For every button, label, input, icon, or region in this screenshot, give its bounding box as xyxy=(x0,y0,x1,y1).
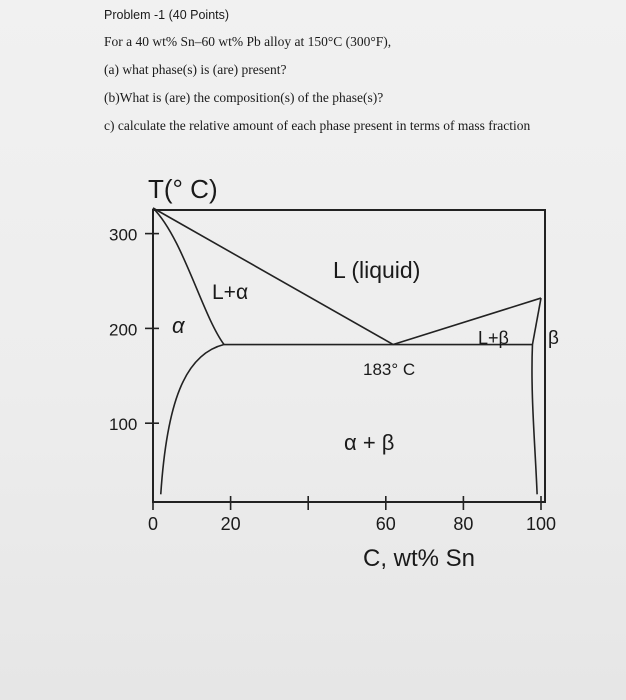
x-tick-label-20: 20 xyxy=(220,514,241,534)
beta-solvus-curve xyxy=(532,345,537,495)
question-c: c) calculate the relative amount of each phase present in terms of mass fraction xyxy=(104,118,531,133)
x-tick-label-80: 80 xyxy=(453,514,474,534)
alpha-solvus-curve xyxy=(161,345,224,495)
region-label-alpha: α xyxy=(172,313,185,338)
region-label-l-beta: L+β xyxy=(478,328,509,348)
x-tick-label-60: 60 xyxy=(375,514,396,534)
region-label-liquid: L (liquid) xyxy=(333,257,421,283)
problem-text: For a 40 wt% Sn–60 wt% Pb alloy at 150°C (300°F), xyxy=(104,34,392,49)
x-axis-title: C, wt% Sn xyxy=(363,545,476,572)
x-tick-label-100: 100 xyxy=(526,514,557,534)
eutectic-temperature-label: 183° C xyxy=(363,360,416,379)
y-tick-label-300: 300 xyxy=(109,225,138,245)
problem-heading: Problem -1 (40 Points) xyxy=(104,8,230,22)
x-tick-label-0: 0 xyxy=(148,514,159,534)
region-label-l-alpha: L+α xyxy=(212,281,249,304)
liquidus-right-line xyxy=(393,298,541,344)
question-a: (a) what phase(s) is (are) present? xyxy=(104,62,287,77)
y-tick-label-200: 200 xyxy=(109,320,138,340)
region-label-alpha-beta: α + β xyxy=(344,430,395,455)
solidus-beta-line xyxy=(532,298,541,344)
plot-frame xyxy=(153,210,545,502)
question-b: (b)What is (are) the composition(s) of the phase(s)? xyxy=(104,90,384,105)
y-tick-label-100: 100 xyxy=(109,415,138,435)
y-axis-title: T(° C) xyxy=(148,174,218,204)
region-label-beta: β xyxy=(548,328,559,349)
